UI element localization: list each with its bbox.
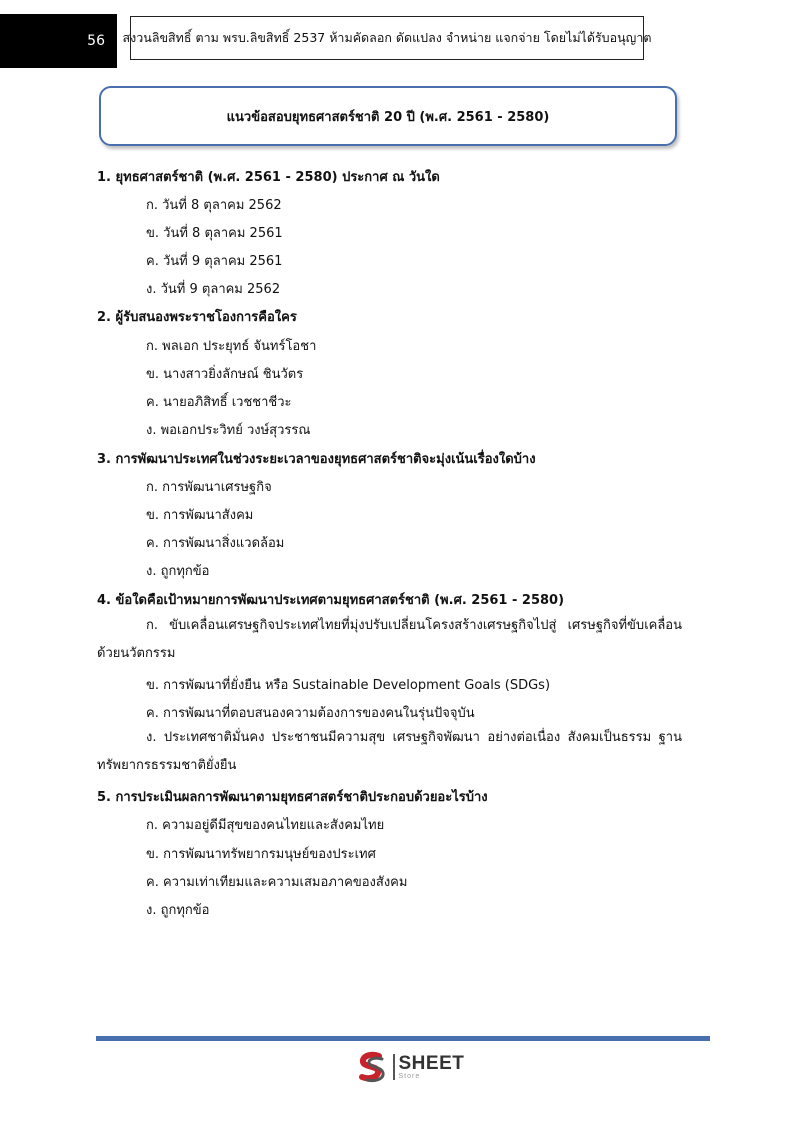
question-2-option-b: ข. นางสาวยิ่งลักษณ์ ชินวัตร [146, 367, 304, 382]
question-2-option-a: ก. พลเอก ประยุทธ์ จันทร์โอชา [146, 339, 317, 354]
sheet-s-logo-icon [355, 1050, 389, 1084]
question-5-option-b: ข. การพัฒนาทรัพยากรมนุษย์ของประเทศ [146, 847, 376, 862]
question-3-option-c: ค. การพัฒนาสิ่งแวดล้อม [146, 536, 285, 551]
question-4-option-d: ง. ประเทศชาติมั่นคง ประชาชนมีความสุข เศรษฐกิจพัฒนา อย่างต่อเนื่อง สังคมเป็นธรรม ฐานทรัพยากรธรรมชาติยั่งยืน [97, 730, 682, 773]
question-1: 1. ยุทธศาสตร์ชาติ (พ.ศ. 2561 - 2580) ประกาศ ณ วันใด [97, 170, 440, 185]
sheet-store-logo [355, 1050, 465, 1084]
question-4-option-a: ก. ขับเคลื่อนเศรษฐกิจประเทศไทยที่มุ่งปรับเปลี่ยนโครงสร้างเศรษฐกิจไปสู่ เศรษฐกิจที่ขับเคลื่อนด้วยนวัตกรรม [97, 618, 682, 661]
question-2-option-d: ง. พอเอกประวิทย์ วงษ์สุวรรณ [146, 423, 311, 438]
question-3-option-d: ง. ถูกทุกข้อ [146, 564, 210, 579]
page-title: แนวข้อสอบยุทธศาสตร์ชาติ 20 ปี (พ.ศ. 2561 - 2580) [99, 86, 677, 146]
question-5-option-d: ง. ถูกทุกข้อ [146, 903, 210, 918]
question-4-option-c: ค. การพัฒนาที่ตอบสนองความต้องการของคนในรุ่นปัจจุบัน [146, 706, 475, 721]
question-5-option-a: ก. ความอยู่ดีมีสุขของคนไทยและสังคมไทย [146, 818, 385, 833]
footer-divider [96, 1036, 710, 1041]
question-5-option-c: ค. ความเท่าเทียมและความเสมอภาคของสังคม [146, 875, 408, 890]
question-4: 4. ข้อใดคือเป้าหมายการพัฒนาประเทศตามยุทธศาสตร์ชาติ (พ.ศ. 2561 - 2580) [97, 593, 565, 608]
question-5: 5. การประเมินผลการพัฒนาตามยุทธศาสตร์ชาติประกอบด้วยอะไรบ้าง [97, 790, 488, 805]
question-1-option-a: ก. วันที่ 8 ตุลาคม 2562 [146, 198, 282, 213]
page-number: 56 [0, 14, 117, 68]
logo-sub-text: Store [398, 1073, 421, 1080]
question-2-option-c: ค. นายอภิสิทธิ์ เวชชาชีวะ [146, 395, 292, 410]
question-4-option-b: ข. การพัฒนาที่ยั่งยืน หรือ Sustainable Development Goals (SDGs) [146, 678, 551, 693]
question-2: 2. ผู้รับสนองพระราชโองการคือใคร [97, 310, 297, 325]
question-3-option-b: ข. การพัฒนาสังคม [146, 508, 254, 523]
question-3-option-a: ก. การพัฒนาเศรษฐกิจ [146, 480, 272, 495]
question-1-option-c: ค. วันที่ 9 ตุลาคม 2561 [146, 254, 283, 269]
logo-main-text: SHEET [398, 1053, 465, 1074]
copyright-notice: สงวนลิขสิทธิ์ ตาม พรบ.ลิขสิทธิ์ 2537 ห้ามคัดลอก ดัดแปลง จำหน่าย แจกจ่าย โดยไม่ได้รับอนุญาต [130, 16, 644, 60]
question-1-option-d: ง. วันที่ 9 ตุลาคม 2562 [146, 282, 281, 297]
logo-text [399, 1054, 465, 1080]
logo-separator [393, 1054, 395, 1080]
question-3: 3. การพัฒนาประเทศในช่วงระยะเวลาของยุทธศาสตร์ชาติจะมุ่งเน้นเรื่องใดบ้าง [97, 452, 536, 467]
question-1-option-b: ข. วันที่ 8 ตุลาคม 2561 [146, 226, 283, 241]
